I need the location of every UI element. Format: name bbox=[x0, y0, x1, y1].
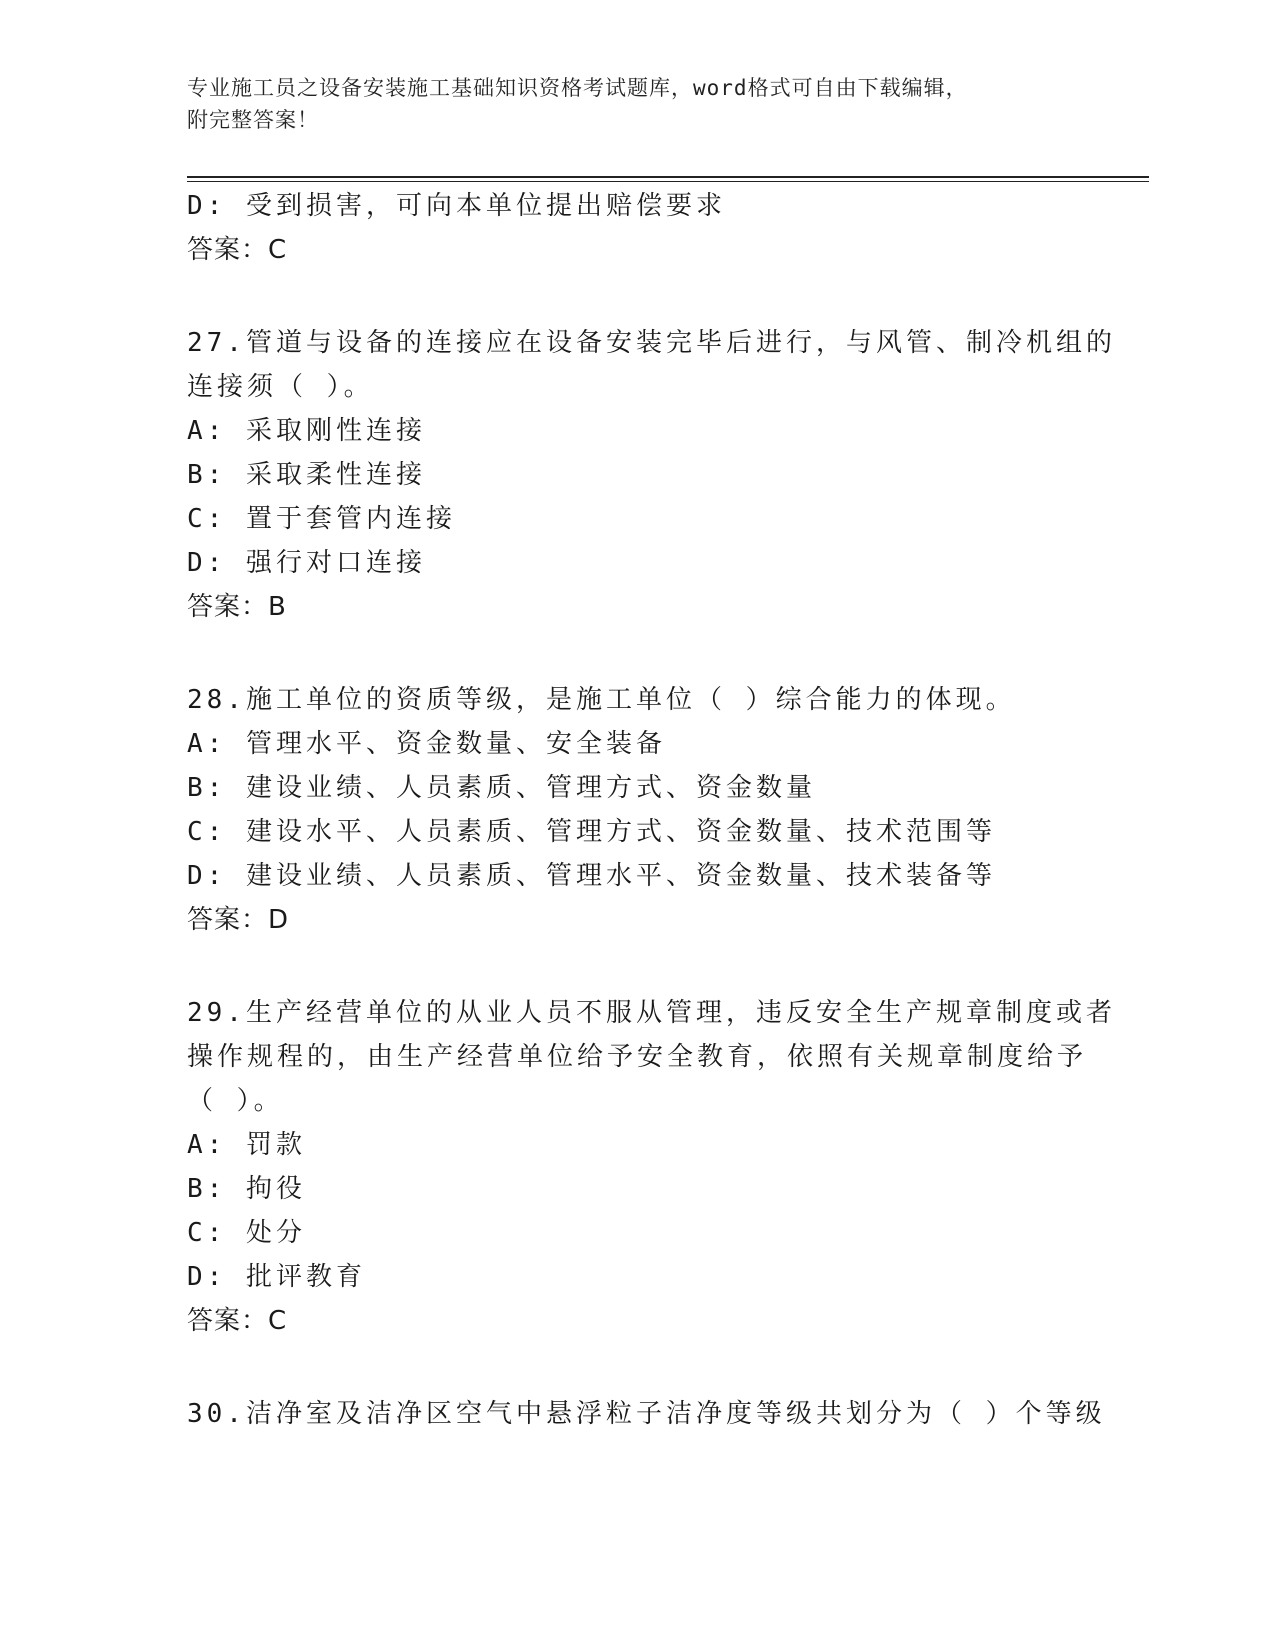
q29-stem-line-1: 29.生产经营单位的从业人员不服从管理，违反安全生产规章制度或者 bbox=[187, 998, 1116, 1028]
q30-stem-line-1: 30.洁净室及洁净区空气中悬浮粒子洁净度等级共划分为（ ）个等级 bbox=[187, 1399, 1106, 1429]
q29-option-d: D: 批评教育 bbox=[187, 1262, 366, 1292]
q29-stem-line-2: 操作规程的，由生产经营单位给予安全教育，依照有关规章制度给予 bbox=[187, 1042, 1088, 1072]
q27-answer: 答案：B bbox=[187, 592, 287, 622]
q27-option-c: C: 置于套管内连接 bbox=[187, 504, 456, 534]
header-line-2: 附完整答案！ bbox=[187, 108, 319, 132]
q28-answer: 答案：D bbox=[187, 905, 290, 935]
document-header bbox=[187, 72, 1067, 136]
q27-stem-line-2: 连接须（ ）。 bbox=[187, 372, 374, 402]
q27-option-b: B: 采取柔性连接 bbox=[187, 460, 426, 490]
q29-answer: 答案：C bbox=[187, 1306, 288, 1336]
q28-option-c: C: 建设水平、人员素质、管理方式、资金数量、技术范围等 bbox=[187, 817, 996, 847]
q28-option-a: A: 管理水平、资金数量、安全装备 bbox=[187, 729, 666, 759]
q27-option-d: D: 强行对口连接 bbox=[187, 548, 426, 578]
q27-option-a: A: 采取刚性连接 bbox=[187, 416, 426, 446]
q29-stem-line-3: （ ）。 bbox=[187, 1086, 284, 1116]
q26-answer: 答案：C bbox=[187, 235, 288, 265]
q29-option-a: A: 罚款 bbox=[187, 1130, 306, 1160]
q28-stem-line-1: 28.施工单位的资质等级，是施工单位（ ）综合能力的体现。 bbox=[187, 685, 1016, 715]
q29-option-c: C: 处分 bbox=[187, 1218, 306, 1248]
q28-option-d: D: 建设业绩、人员素质、管理水平、资金数量、技术装备等 bbox=[187, 861, 996, 891]
q26-option-d: D: 受到损害，可向本单位提出赔偿要求 bbox=[187, 191, 726, 221]
header-divider-thin bbox=[187, 181, 1149, 182]
header-line-1: 专业施工员之设备安装施工基础知识资格考试题库，word格式可自由下载编辑， bbox=[187, 76, 968, 100]
q28-option-b: B: 建设业绩、人员素质、管理方式、资金数量 bbox=[187, 773, 816, 803]
q29-option-b: B: 拘役 bbox=[187, 1174, 306, 1204]
q27-stem-line-1: 27.管道与设备的连接应在设备安装完毕后进行，与风管、制冷机组的 bbox=[187, 328, 1116, 358]
header-divider-thick bbox=[187, 176, 1149, 178]
